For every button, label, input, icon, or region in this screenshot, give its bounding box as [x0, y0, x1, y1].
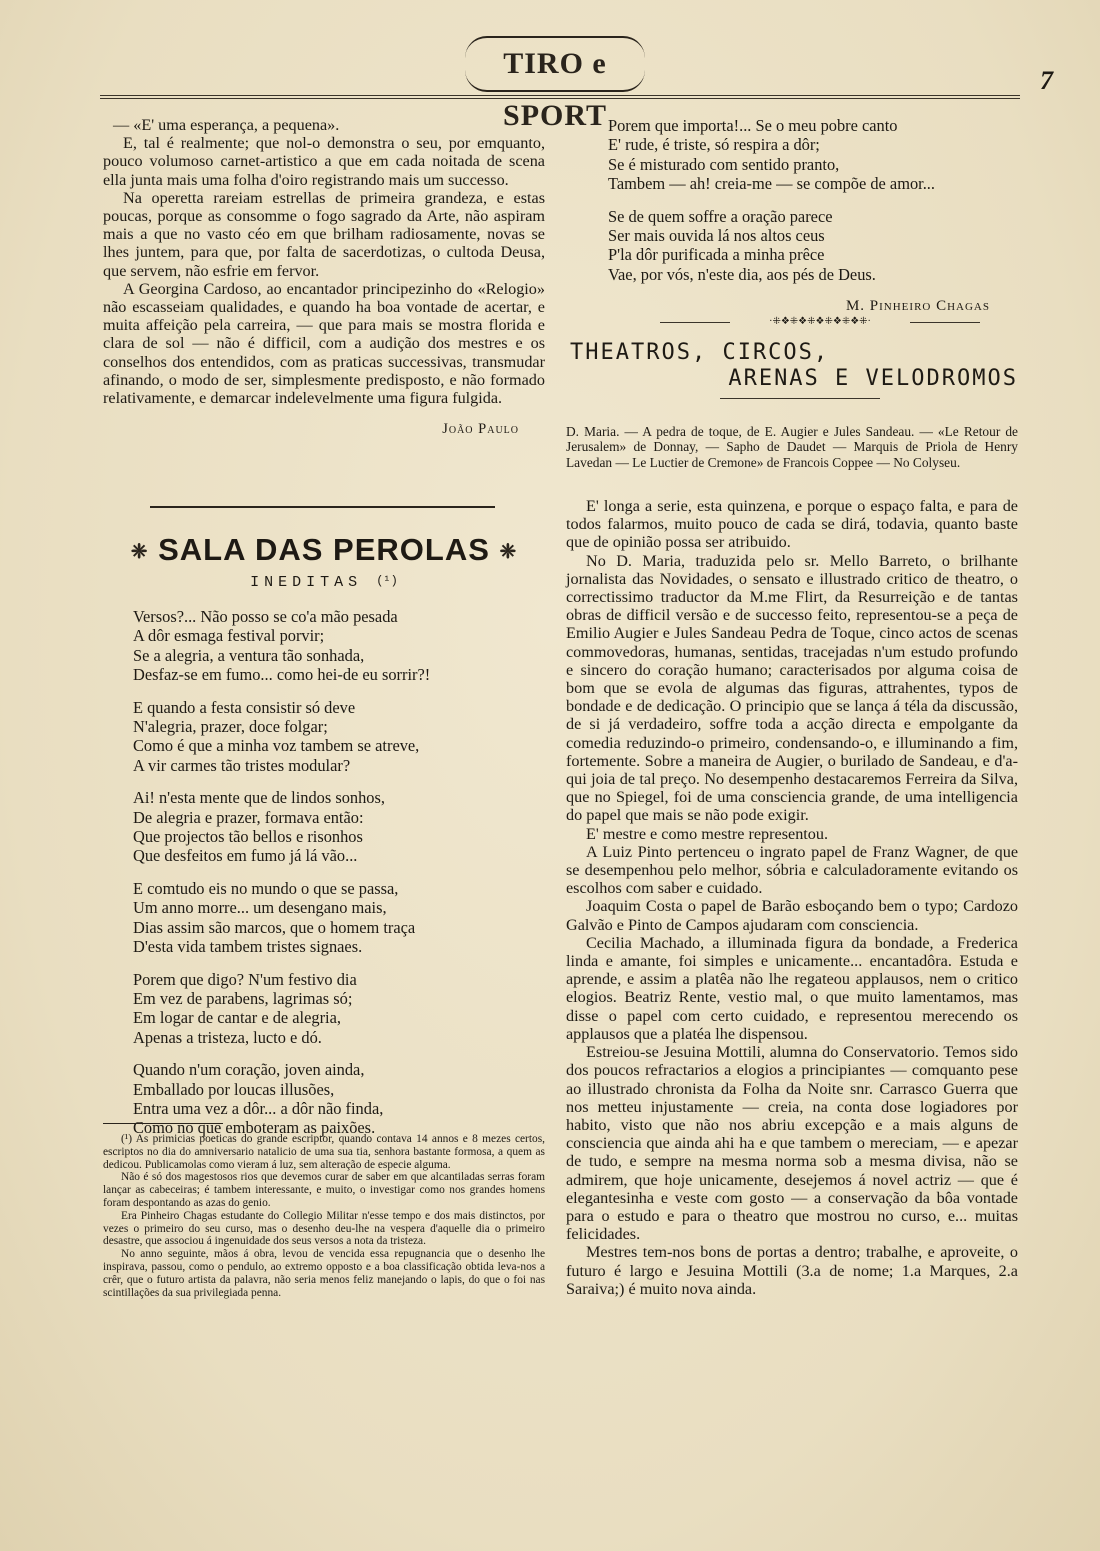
verse: Em logar de cantar e de alegria, — [133, 1008, 341, 1028]
paragraph: No D. Maria, traduzida pelo sr. Mello Barreto, o brilhante jornalista das Novidades, o sensato e illustrado critico de theatro, o correctissimo traductor da M.me Flirt, da Resurreição e de tantas obras de difficil versão e de successo feito, representou-se a peça de Emilio Augier e Jules Sandeau Pedra de Toque, cinco actos de scenas commovedoras, humanas, sentidas, tracejadas n'um estudo profundo e sincero do coração humano; caracterisados por alguma coisa de bom que se evola de algumas das figuras, attrahentes, typos de bondade e de dedicação. O principio que se lança á téla da discussão, de si já verdadeiro, soffre toda a acção directa e empolgante da comedia reduzindo-o primeiro, condensando-o, e illuminando a fim, fortemente. Sobre a maneira de Augier, o burilado de Sandeau, e d'aqui joia de tal preço. No desempenho destacaremos Ferreira da Silva, que no Spiegel, foi de uma consciencia grande, de uma intelligencia do papel que mais se não pode exigir. — [566, 551, 1018, 825]
paragraph: A Georgina Cardoso, ao encantador principezinho do «Relogio» não escasseiam qualidades, e quando ha boa vontade de acertar, e muita affeição pela carreira, — que para mais se mostra florida e clara de sol — não é difficil, com a audição dos mestres e os conselhos dos entendidos, com as praticas successivas, transmudar afinando, o modo de ser, simplesmente predisposto, e não formado relativamente, e demarcar indelevelmente uma figura fulgida. — [103, 279, 545, 408]
verse: Emballado por loucas illusões, — [133, 1079, 335, 1099]
verse: Em vez de parabens, lagrimas só; — [133, 988, 353, 1008]
poem-right — [608, 116, 1018, 317]
paragraph: Mestres tem-nos bons de portas a dentro; trabalhe, e aproveite, o futuro é largo e Jesuina Mottili (3.a de nome; 1.a Marques, 2.a Saraiva;) é muito nova ainda. — [566, 1243, 1018, 1298]
paragraph: A Luiz Pinto pertenceu o ingrato papel de Franz Wagner, de que se desempenhou pelo melhor, sóbria e calculadoramente evitando os escolhos com saber e cuidado. — [566, 842, 1018, 898]
footnote: No anno seguinte, mãos á obra, levou de vencida essa repugnancia que o desenho lhe inspirava, passou, como o pendulo, ao extremo opposto e a boa classificação obtida leva-nos a crêr, que o futuro artista da palavra, não seria menos feliz manejando o lapis, do que o foi nas scintillações da sua privilegiada penna. — [103, 1248, 545, 1299]
paragraph: Na operetta rareiam estrellas de primeira grandeza, e estas poucas, porque as consomme o fogo sagrado da Arte, não aspiram mais a que no vasto céo em que brilham radiosamente, novas se lhes juntem, para que, por falta de sacerdotizas, o cultoda Deusa, que servem, não esfrie em fervor. — [103, 188, 545, 280]
signature-pinheiro-chagas: M. Pinheiro Chagas — [845, 298, 990, 315]
theatros-article — [566, 497, 1018, 1298]
verse: Se a alegria, a ventura tão sonhada, — [133, 645, 365, 665]
note-mark: (¹) — [376, 574, 398, 588]
verse: Que projectos tão bellos e risonhos — [133, 827, 363, 847]
stanza — [133, 607, 543, 685]
paragraph: Estreiou-se Jesuina Mottili, alumna do Conservatorio. Temos sido dos poucos refractarios a elogios a principiantes — comquanto pese ao illustrado chronista da Folha da Noite snr. Carrasco Guerra que nos metteu injustamente — creia, na conta dose logiadores por habito, visto que não nos abriu excepção e a mais alguns de consciencia que ainda ahi ha e que tambem o mereciam, — e apezar de tudo, e sempre na mesma norma sob a mesma divisa, não se admirem, que hoje unicamente, desejemos á novel actriz — que é elegantesinha e veste com gosto — a conservação da bôa vontade para o estudo e para o theatro que mostrou no curso, e... muitas felicidades. — [566, 1043, 1018, 1244]
paragraph: E' mestre e como mestre representou. — [586, 824, 829, 843]
footnote: Não é só dos magestosos rios que devemos curar de saber em que alcantiladas serras foram lançar as cabeceiras; é tambem interessante, e muito, o investigar como nos grandes homens foram despontando as azas do genio. — [103, 1171, 545, 1209]
paragraph: E' longa a serie, esta quinzena, e porque o espaço falta, e para de todos falarmos, muito pouco de cada se dirá, todavia, quanto baste que de opinião possa ser atribuido. — [566, 497, 1018, 552]
stanza — [133, 698, 543, 776]
ornament-rule: ·⁜❖⁜❖⁜❖⁜❖⁜❖⁜· — [690, 316, 950, 327]
verse: E quando a festa consistir só deve — [133, 697, 356, 717]
verse: De alegria e prazer, formava então: — [133, 807, 364, 827]
verse: P'la dôr purificada a minha prêce — [608, 245, 825, 265]
theatros-title — [570, 340, 1018, 392]
stanza — [133, 879, 543, 957]
verse: D'esta vida tambem tristes signaes. — [133, 937, 363, 957]
article-left — [103, 116, 545, 438]
sala-das-perolas-title — [103, 530, 545, 572]
verse: Se é misturado com sentido pranto, — [608, 154, 840, 174]
verse: Versos?... Não posso se co'a mão pesada — [133, 607, 398, 626]
verse: Vae, por vós, n'este dia, aos pés de Deus. — [608, 264, 876, 284]
ornament-icon: ❈ — [130, 540, 149, 563]
verse: Como é que a minha voz tambem se atreve, — [133, 736, 420, 756]
section-rule — [150, 506, 495, 508]
verse: Porem que importa!... Se o meu pobre canto — [608, 116, 898, 135]
stanza — [133, 970, 543, 1048]
footnote-rule — [103, 1123, 223, 1124]
title-line: ARENAS E VELODROMOS — [728, 366, 1018, 391]
verse: Quando n'um coração, joven ainda, — [133, 1060, 365, 1080]
verse: Se de quem soffre a oração parece — [608, 206, 833, 226]
stanza — [608, 116, 1018, 194]
verse: Entra uma vez a dôr... a dôr não finda, — [133, 1098, 384, 1118]
small-rule — [720, 398, 880, 399]
verse: N'alegria, prazer, doce folgar; — [133, 717, 328, 737]
verse: Porem que digo? N'um festivo dia — [133, 969, 357, 989]
footnote: Era Pinheiro Chagas estudante do Collegio Militar n'esse tempo e dos mais distinctos, por vezes o primeiro do seu curso, mas o desenho deu-lhe na vespera d'aquelle dia o primeiro desastre, que associou á ingenuidade dos seus versos a nota da tristeza. — [103, 1209, 545, 1248]
verse: Apenas a tristeza, lucto e dó. — [133, 1027, 322, 1047]
theatros-summary: D. Maria. — A pedra de toque, de E. Augier e Jules Sandeau. — «Le Retour de Jerusalem» de Donnay, — Sapho de Daudet — Marquis de Priola de Henry Lavedan — Le Luctier de Cremone» de Francois Coppee — No Colyseu. — [566, 424, 1018, 470]
verse: A vir carmes tão tristes modular? — [133, 755, 351, 775]
paragraph: — «E' uma esperança, a pequena». — [113, 116, 340, 134]
header-rule — [100, 95, 1020, 99]
verse: Tambem — ah! creia-me — se compõe de amor... — [608, 174, 935, 194]
section-title: SALA DAS PEROLAS — [158, 532, 490, 567]
paragraph: Cecilia Machado, a illuminada figura da bondade, a Frederica linda e amante, foi simples e unicamente... encantadôra. Estuda e aprende, e assim a platêa não lhe regateou applausos, nem o critico elogios. Beatriz Rente, vestio mal, o que muito lamentamos, mas disse o papel com certo cuidado, e representou merecendo os applausos que a platéa lhe dispensou. — [566, 933, 1018, 1043]
stanza — [608, 207, 1018, 285]
verse: E comtudo eis no mundo o que se passa, — [133, 878, 399, 898]
signature-joao-paulo: João Paulo — [442, 421, 519, 438]
verse: Ser mais ouvida lá nos altos ceus — [608, 226, 825, 246]
ornament-icon: ❈ — [499, 540, 518, 563]
paragraph: Joaquim Costa o papel de Barão esboçando bem o typo; Cardozo Galvão e Pinto de Campos ajudaram com consciencia. — [566, 897, 1018, 934]
verse: Ai! n'esta mente que de lindos sonhos, — [133, 788, 385, 808]
verse: A dôr esmaga festival porvir; — [133, 626, 325, 646]
verse: E' rude, é triste, só respira a dôr; — [608, 135, 820, 155]
masthead-logo: TIRO e SPORT — [465, 36, 645, 92]
verse: Desfaz-se em fumo... como hei-de eu sorrir?! — [133, 665, 431, 685]
stanza — [133, 788, 543, 866]
page-number: 7 — [1040, 66, 1053, 95]
title-line: THEATROS, CIRCOS, — [570, 340, 830, 365]
paragraph: E, tal é realmente; que nol-o demonstra o seu, por emquanto, pouco volumoso carnet-artistico a que em cada noitada de scena ella junta mais uma folha d'oiro registrando mais um successo. — [103, 134, 545, 189]
footnotes — [103, 1133, 545, 1299]
poem-left — [133, 607, 543, 1151]
ineditas-subtitle — [103, 574, 545, 591]
verse: Dias assim são marcos, que o homem traça — [133, 917, 416, 937]
verse: Que desfeitos em fumo já lá vão... — [133, 846, 358, 866]
verse: Um anno morre... um desengano mais, — [133, 898, 387, 918]
stanza — [133, 1060, 543, 1138]
footnote: (¹) As primicias poeticas do grande escriptor, quando contava 14 annos e 8 mezes certos, escriptos no dia do amniversario natalicio de uma sua tia, senhora bastante formosa, a quem as dedicou. Publicamolas como vieram á luz, sem alteração de especie alguma. — [103, 1133, 545, 1171]
verse: Como no que emboteram as paixões. — [133, 1118, 376, 1138]
subtitle: INEDITAS — [250, 574, 363, 591]
